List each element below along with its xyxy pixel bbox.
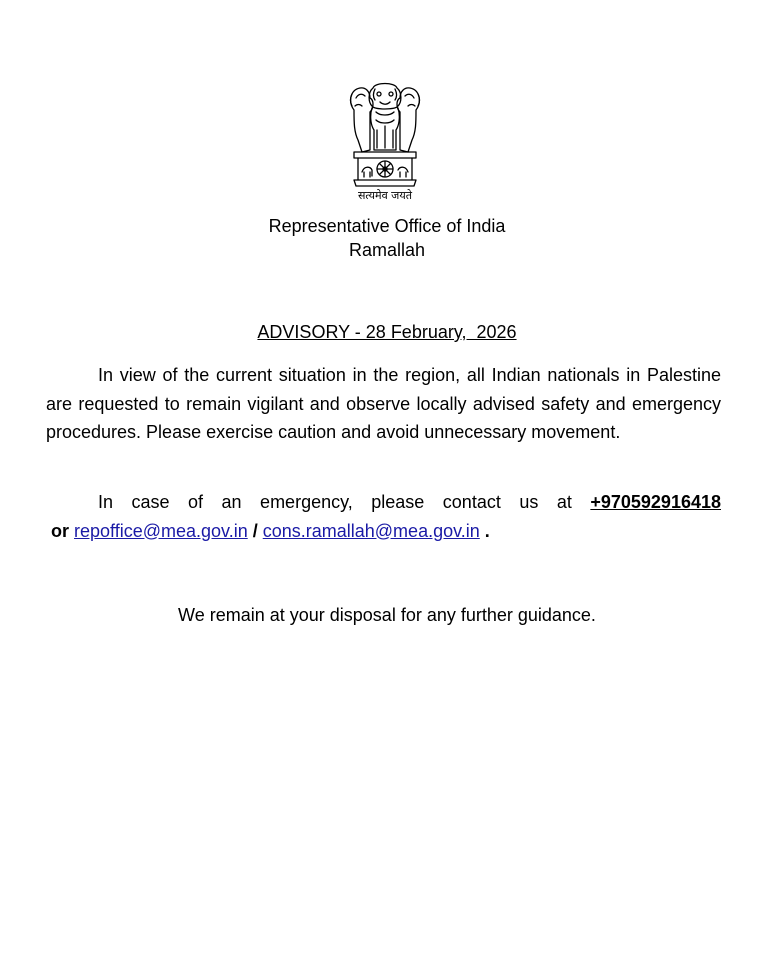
email-link-repoffice[interactable]: repoffice@mea.gov.in <box>74 520 248 541</box>
advisory-title <box>0 320 774 344</box>
closing-statement: We remain at your disposal for any further guidance. <box>178 605 596 625</box>
phone-number[interactable]: +970592916418 <box>590 492 721 512</box>
sentence-end: . <box>479 520 490 541</box>
email-link-cons-ramallah[interactable]: cons.ramallah@mea.gov.in <box>262 520 480 541</box>
contact-paragraph <box>46 488 721 545</box>
advisory-title-text: ADVISORY - 28 February, 2026 <box>257 322 517 342</box>
contact-intro: In case of an emergency, please contact us at <box>98 492 591 512</box>
or-text: or <box>46 520 75 541</box>
office-heading <box>0 214 774 262</box>
emblem <box>340 80 430 205</box>
office-name: Representative Office of India <box>268 216 506 236</box>
office-city: Ramallah <box>348 240 426 260</box>
emblem-motto: सत्यमेव जयते <box>357 189 412 202</box>
national-emblem-lion-capital-icon <box>340 80 430 192</box>
advisory-paragraph: In view of the current situation in the region, all Indian nationals in Palestine are requested to remain vigilant and observe locally advised safety and emergency procedures. Please exercise caution and avoid unnecessary movement. <box>46 365 721 442</box>
email-separator: / <box>247 520 263 541</box>
